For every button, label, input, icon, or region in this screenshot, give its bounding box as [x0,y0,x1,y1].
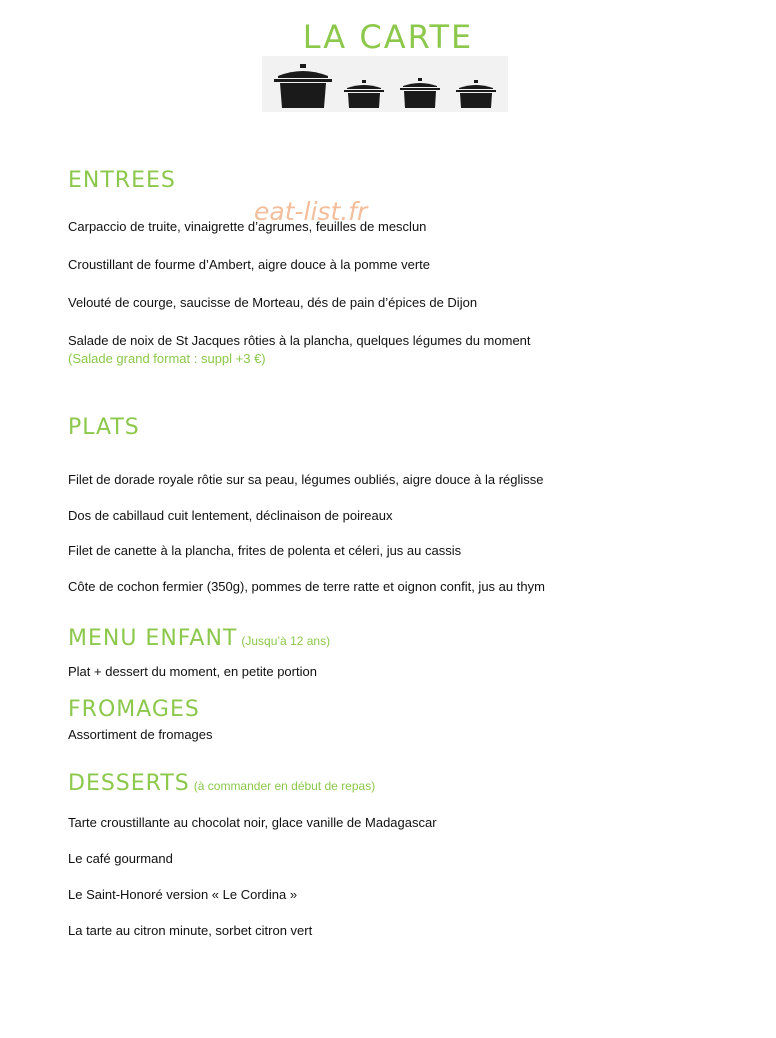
menu-item: La tarte au citron minute, sorbet citron vert [68,923,313,938]
section-note: (à commander en début de repas) [193,779,376,793]
section-title-text: MENU ENFANT [68,626,238,651]
pot-icon [456,80,496,108]
menu-item: Croustillant de fourme d’Ambert, aigre douce à la pomme verte [68,257,431,272]
menu-item: Filet de dorade royale rôtie sur sa peau, légumes oubliés, aigre douce à la réglisse [68,472,544,487]
section-title-desserts [68,771,748,796]
menu-item: Assortiment de fromages [68,727,213,742]
page-title: LA CARTE [302,18,474,56]
menu-item: Le café gourmand [68,851,173,866]
section-note: (Jusqu’à 12 ans) [241,634,331,648]
menu-item-note: (Salade grand format : suppl +3 €) [68,351,266,366]
menu-item: Filet de canette à la plancha, frites de polenta et céleri, jus au cassis [68,543,462,558]
pot-icon [344,80,384,108]
section-title-entrees: ENTREES [68,168,176,193]
section-desserts [68,771,748,796]
pot-icon [400,78,440,108]
menu-item: Velouté de courge, saucisse de Morteau, dés de pain d’épices de Dijon [68,295,478,310]
menu-item: Tarte croustillante au chocolat noir, glace vanille de Madagascar [68,815,437,830]
section-title-menu-enfant [68,626,748,651]
menu-item: Salade de noix de St Jacques rôties à la plancha, quelques légumes du moment [68,333,531,348]
section-menu-enfant [68,626,748,651]
section-entrees [68,168,748,193]
pot-icon [274,64,332,108]
menu-item: Côte de cochon fermier (350g), pommes de terre ratte et oignon confit, jus au thym [68,579,545,594]
section-plats [68,415,748,440]
menu-item: Le Saint-Honoré version « Le Cordina » [68,887,298,902]
section-title-plats: PLATS [68,415,140,440]
section-title-text: DESSERTS [68,771,190,796]
section-title-fromages: FROMAGES [68,697,200,722]
menu-item: Dos de cabillaud cuit lentement, déclinaison de poireaux [68,508,393,523]
section-fromages [68,697,748,722]
pots-banner [262,56,508,112]
menu-item: Carpaccio de truite, vinaigrette d’agrumes, feuilles de mesclun [68,219,427,234]
watermark: eat-list.fr [254,197,368,226]
menu-item: Plat + dessert du moment, en petite portion [68,664,317,679]
